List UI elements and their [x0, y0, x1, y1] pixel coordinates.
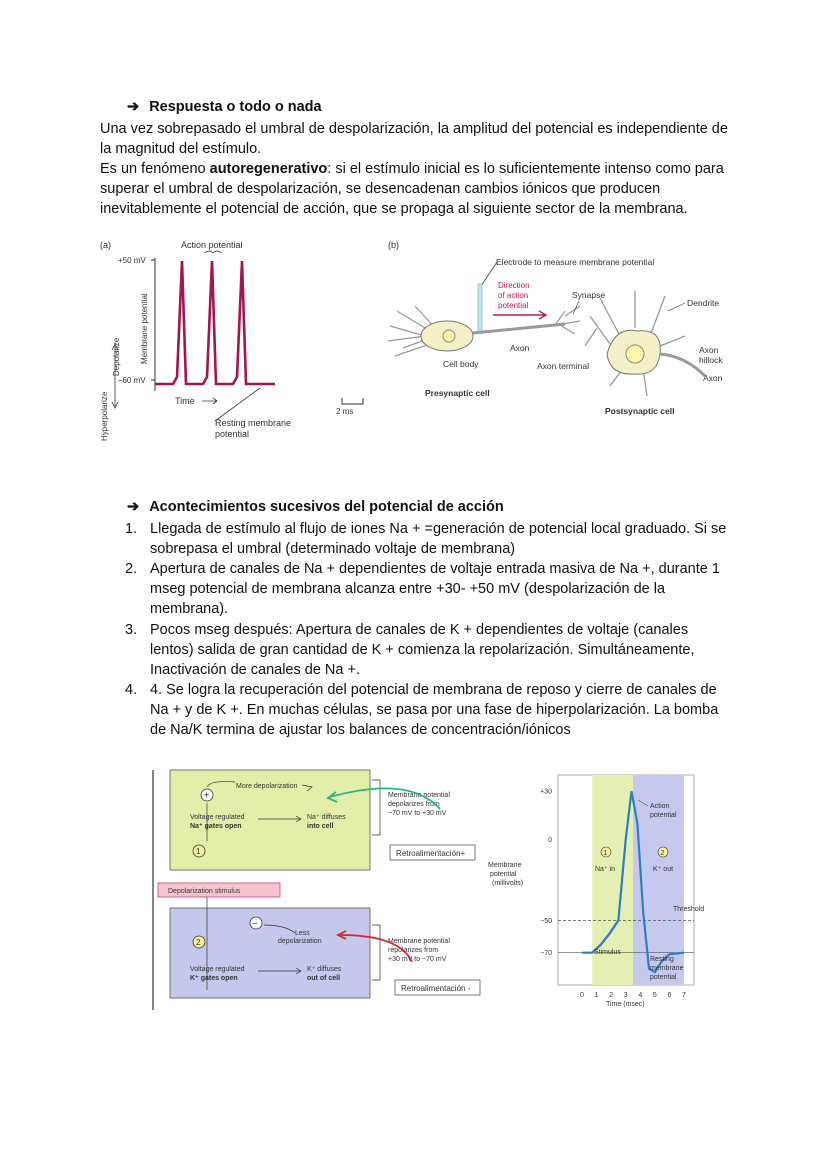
figB-axon2: Axon — [703, 373, 723, 383]
chart-y-tick-label: −70 — [540, 950, 552, 958]
figure-neuron-synapse — [385, 236, 735, 426]
section1-paragraph2 — [100, 159, 730, 219]
list-item-number: 1. — [125, 521, 138, 537]
chart-x-tick-label: 1 — [594, 992, 599, 999]
p2-text-bold: autoregenerativo — [209, 161, 328, 177]
figC-na-gates1: Voltage regulated — [190, 814, 245, 821]
chart-y-ticks — [540, 789, 552, 958]
figC-k-gates2: K⁺ gates open — [190, 975, 238, 982]
chart-annot-resting3: potential — [650, 974, 677, 981]
section1-paragraph1: Una vez sobrepasado el umbral de despolarización, la amplitud del potencial es independiente de la magnitud del estímulo. — [100, 121, 728, 157]
figC-retro-minus: Retroalimentación - — [401, 984, 471, 993]
figA-resting1: Resting membrane — [215, 418, 292, 428]
p2-text-post: : si el estímulo inicial es lo suficientemente intenso como para superar el umbral de despolarización, se desencadenan cambios iónicos que producen inevitablemente el potencial de acción, que se propaga al siguiente sector de la membrana. — [100, 161, 724, 217]
figA-scale: 2 ms — [336, 407, 354, 416]
figure-feedback-loop — [150, 765, 490, 1015]
figC-na-gates2: Na⁺ gates open — [190, 823, 242, 830]
chart-ylabel3: (millivolts) — [492, 880, 524, 887]
section2-heading: Acontecimientos sucesivos del potencial de acción — [149, 499, 504, 515]
figC-minus: − — [252, 919, 258, 930]
chart-ylabel2: potential — [490, 871, 517, 878]
list-item-text: Pocos mseg después: Apertura de canales de K + dependientes de voltaje (canales lentos) salida de gran cantidad de K + comienza la repolarización. Simultáneamente, Inactivación de canales de Na +. — [150, 622, 695, 678]
figB-electrode-leader — [481, 262, 497, 286]
figB-electrode-icon — [478, 284, 482, 332]
figB-axon-terminal: Axon terminal — [537, 361, 589, 371]
chart-x-tick-label: 4 — [638, 992, 643, 999]
list-item-text: 4. Se logra la recuperación del potencial de membrana de reposo y cierre de canales de Na + y de K +. En muchas células, se pasa por una fase de hiperpolarización. La bomba de Na/K termina de ajustar los balances de concentración/iónicos — [150, 682, 719, 738]
chart-ylabel1: Membrane — [488, 862, 522, 869]
figB-direction-arrow — [493, 311, 546, 319]
section1-heading: Respuesta o todo o nada — [149, 99, 322, 115]
figA-time-arrow — [202, 398, 217, 404]
figA-resting2: potential — [215, 429, 250, 439]
list-item-number: 4. — [125, 682, 138, 698]
chart-x-tick-label: 2 — [609, 992, 614, 999]
figA-ytop: +50 mV — [118, 256, 146, 265]
figC-one: 1 — [196, 847, 201, 856]
list-item-text: Apertura de canales de Na + dependientes de voltaje entrada masiva de Na +, durante 1 mseg potencial de membrana alcanza entre +30- +50 mV (despolarización de la membrana). — [150, 561, 720, 617]
figC-depol-stim: Depolarization stimulus — [168, 888, 241, 895]
figB-hillock1: Axon — [699, 345, 719, 355]
figB-presynaptic: Presynaptic cell — [425, 388, 490, 398]
chart-annot-k-out: K⁺ out — [653, 866, 674, 873]
chart-x-tick-label: 5 — [652, 992, 657, 999]
chart-phase2: 2 — [660, 850, 665, 857]
figA-scalebar — [342, 398, 363, 404]
figB-nucleus-icon — [443, 330, 455, 342]
figC-mprep2: repolarizes from — [388, 947, 439, 954]
figC-plus: + — [203, 790, 210, 802]
figC-na-diff2: into cell — [307, 823, 334, 830]
chart-x-tick-label: 0 — [580, 992, 584, 999]
figB-tag: (b) — [388, 240, 399, 250]
list-item — [125, 559, 735, 619]
chart-y-tick-label: −50 — [540, 917, 552, 925]
chart-y-tick-label: +30 — [540, 788, 552, 796]
figB-axon: Axon — [510, 343, 530, 353]
list-item-number: 3. — [125, 622, 138, 638]
chart-annot-threshold: Threshold — [673, 906, 705, 913]
p2-text-pre: Es un fenómeno — [100, 161, 210, 177]
arrow-icon: ➔ — [127, 499, 140, 515]
figB-direction1: Direction — [498, 281, 530, 290]
figA-title: Action potential — [181, 240, 243, 250]
figC-mpdep1: Membrane potential — [388, 792, 450, 799]
figA-trace — [155, 261, 275, 384]
figB-post-nucleus-icon — [626, 345, 644, 363]
list-item — [125, 519, 735, 559]
figC-two: 2 — [196, 938, 201, 947]
chart-x-ticks — [580, 992, 686, 999]
list-item — [125, 620, 735, 680]
chart-x-tick-label: 7 — [682, 992, 686, 999]
figC-bracket-bottom — [372, 925, 380, 980]
figB-direction2: of action — [498, 291, 529, 300]
figB-electrode: Electrode to measure membrane potential — [496, 257, 655, 267]
figC-na-diff1: Na⁺ diffuses — [307, 814, 346, 821]
figC-mprep3: +30 mV to −70 mV — [388, 956, 447, 963]
chart-x-tick-label: 6 — [667, 992, 672, 999]
figC-less2: depolarization — [278, 938, 322, 945]
chart-y-tick-label: 0 — [548, 837, 552, 845]
figC-retro-plus: Retroalimentación+ — [396, 849, 466, 858]
list-item — [125, 680, 735, 740]
figA-brace — [205, 251, 221, 253]
figC-mprep1: Membrane potential — [388, 938, 450, 945]
figB-axon-terminal-icon — [555, 306, 580, 334]
figB-axon-icon — [473, 324, 565, 333]
chart-annot-na-in: Na⁺ in — [595, 866, 616, 873]
chart-annot-resting2: membrane — [650, 965, 684, 972]
figB-postsynaptic: Postsynaptic cell — [605, 406, 675, 416]
figA-ylabel: Membrane potential — [140, 293, 149, 364]
figC-more-depol: More depolarization — [236, 783, 298, 790]
section1-heading-row — [127, 99, 322, 115]
list-item-number: 2. — [125, 561, 138, 577]
chart-phase1: 1 — [603, 850, 608, 857]
figC-mpdep3: −70 mV to +30 mV — [388, 810, 447, 817]
list-item-text: Llegada de estímulo al flujo de iones Na + =generación de potencial local graduado. Si se sobrepasa el umbral (determinado voltaje de membrana) — [150, 521, 727, 557]
figC-k-diff2: out of cell — [307, 975, 341, 982]
figC-mpdep2: depolarizes from — [388, 801, 440, 808]
figA-tag: (a) — [100, 240, 111, 250]
figC-k-gates1: Voltage regulated — [190, 966, 245, 973]
chart-annot-ap2: potential — [650, 812, 677, 819]
figA-ybottom: –60 mV — [118, 376, 146, 385]
figB-dendrite-leader — [668, 303, 685, 311]
section2-heading-row — [127, 499, 504, 515]
figure-action-potential-trace — [95, 236, 375, 451]
figB-synapse: Synapse — [572, 290, 606, 300]
figA-side-bottom: Hyperpolarize — [100, 391, 109, 441]
chart-annot-stimulus: Stimulus — [594, 949, 621, 956]
figB-direction3: potential — [498, 301, 529, 310]
chart-xlabel: Time (msec) — [606, 1001, 645, 1008]
figA-side-top: Depolarize — [112, 337, 121, 376]
figA-time: Time — [175, 396, 195, 406]
figB-hillock2: hillock — [699, 355, 723, 365]
figC-k-box — [170, 908, 370, 998]
figC-less1: Less — [295, 930, 310, 937]
figB-dendrite: Dendrite — [687, 298, 720, 308]
chart-annot-resting1: Resting — [650, 956, 674, 963]
chart-annot-ap1: Action — [650, 803, 670, 810]
figA-resting-leader — [215, 388, 260, 421]
arrow-icon: ➔ — [127, 99, 140, 115]
figB-cellbody: Cell body — [443, 359, 479, 369]
figC-k-diff1: K⁺ diffuses — [307, 966, 342, 973]
figure-ap-chart — [488, 770, 718, 1015]
chart-x-tick-label: 3 — [623, 992, 628, 999]
